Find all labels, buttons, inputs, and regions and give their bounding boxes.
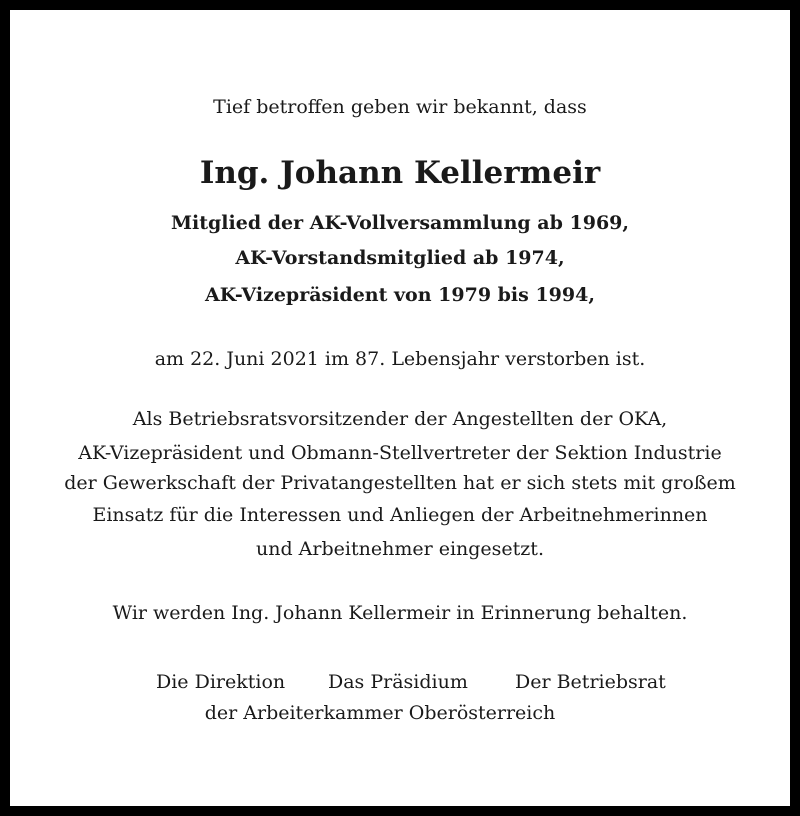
tribute-line: Als Betriebsratsvorsitzender der Angestellten der OKA, <box>132 408 668 430</box>
signatory-praesidium: Das Präsidium <box>328 671 468 693</box>
role-line: Mitglied der AK-Vollversammlung ab 1969, <box>170 212 630 234</box>
tribute-line: AK-Vizepräsident und Obmann-Stellvertreter der Sektion Industrie <box>78 442 722 464</box>
tribute-line: der Gewerkschaft der Privatangestellten hat er sich stets mit großem <box>64 472 736 494</box>
intro-text: Tief betroffen geben wir bekannt, dass <box>213 96 587 118</box>
closing-line: Wir werden Ing. Johann Kellermeir in Erinnerung behalten. <box>112 602 688 624</box>
death-date-line: am 22. Juni 2021 im 87. Lebensjahr verstorben ist. <box>154 348 646 370</box>
role-line: AK-Vizepräsident von 1979 bis 1994, <box>205 284 595 306</box>
signatory-direktion: Die Direktion <box>156 671 286 693</box>
role-line: AK-Vorstandsmitglied ab 1974, <box>235 247 565 269</box>
signatory-betriebsrat: Der Betriebsrat <box>515 671 666 693</box>
tribute-line: und Arbeitnehmer eingesetzt. <box>256 538 544 560</box>
tribute-line: Einsatz für die Interessen und Anliegen der Arbeitnehmerinnen <box>92 504 708 526</box>
deceased-name: Ing. Johann Kellermeir <box>199 155 601 191</box>
organization-name: der Arbeiterkammer Oberösterreich <box>204 702 556 724</box>
